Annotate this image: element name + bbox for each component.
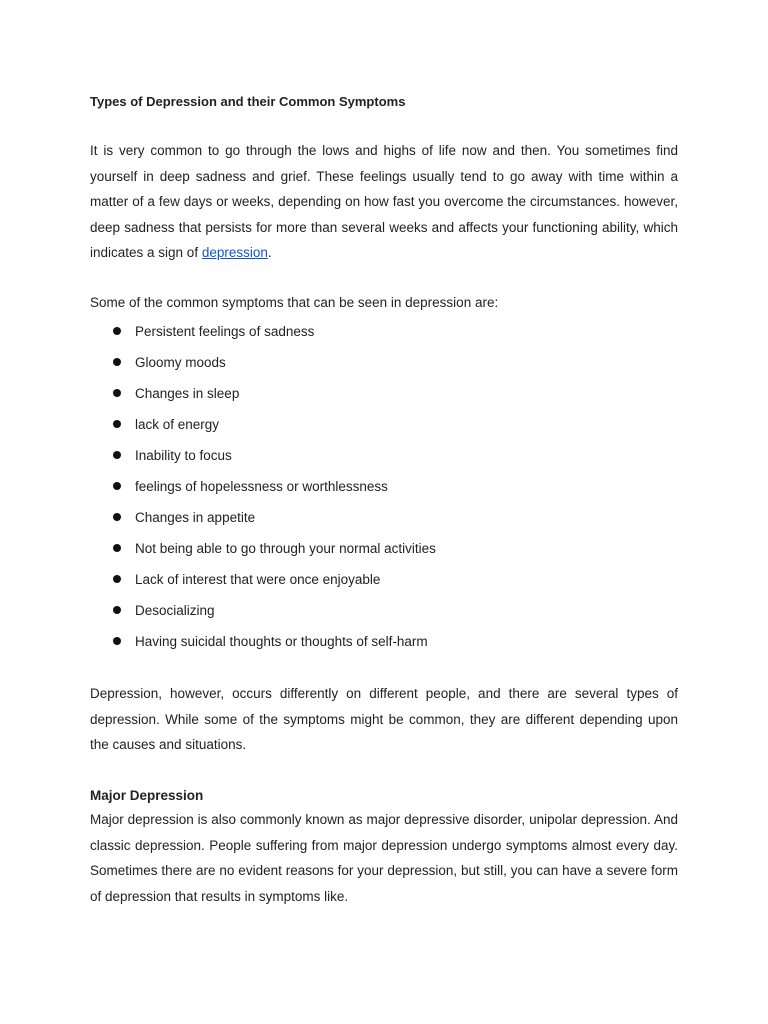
list-item (90, 443, 436, 474)
symptom-text: Desocializing (135, 603, 215, 618)
bullet-icon (113, 482, 121, 490)
bullet-icon (113, 389, 121, 397)
intro-text-end: . (267, 245, 272, 260)
symptom-text: Changes in sleep (135, 386, 240, 401)
symptom-text: Having suicidal thoughts or thoughts of self-harm (135, 634, 428, 649)
list-item (90, 412, 436, 443)
bullet-icon (113, 451, 121, 459)
document-title: Types of Depression and their Common Symptoms (90, 94, 406, 109)
symptom-text: Changes in appetite (135, 510, 256, 525)
symptom-text: Not being able to go through your normal activities (135, 541, 436, 556)
bullet-icon (113, 358, 121, 366)
list-item (90, 381, 436, 412)
symptom-text: Persistent feelings of sadness (135, 324, 315, 339)
list-item (90, 350, 436, 381)
symptom-list (90, 319, 436, 660)
symptom-text: Lack of interest that were once enjoyable (135, 572, 381, 587)
bullet-icon (113, 606, 121, 614)
intro-text: It is very common to go through the lows and highs of life now and then. You sometimes find yourself in deep sadness and grief. These feelings usually tend to go away with time within a matter of a few days or weeks, depending on how fast you overcome the circumstances. however, deep sadness that persists for more than several weeks and affects your functioning ability, which indicates a sign of (90, 143, 678, 260)
bullet-icon (113, 327, 121, 335)
list-item (90, 319, 436, 350)
bullet-icon (113, 637, 121, 645)
list-item (90, 567, 436, 598)
bullet-icon (113, 544, 121, 552)
symptoms-intro: Some of the common symptoms that can be seen in depression are: (90, 295, 499, 310)
bullet-icon (113, 420, 121, 428)
symptom-text: Gloomy moods (135, 355, 226, 370)
major-depression-heading: Major Depression (90, 788, 204, 803)
depression-link[interactable]: depression (201, 245, 268, 260)
symptom-text: Inability to focus (135, 448, 232, 463)
list-item (90, 629, 436, 660)
list-item (90, 598, 436, 629)
major-depression-paragraph: Major depression is also commonly known as major depressive disorder, unipolar depression. And classic depression. People suffering from major depression undergo symptoms almost every day. Sometimes there are no evident reasons for your depression, but still, you can have a severe form of depression that results in symptoms like. (90, 812, 678, 904)
bullet-icon (113, 575, 121, 583)
bullet-icon (113, 513, 121, 521)
symptom-text: lack of energy (135, 417, 220, 432)
list-item (90, 536, 436, 567)
types-paragraph: Depression, however, occurs differently on different people, and there are several types of depression. While some of the symptoms might be common, they are different depending upon the causes and situations. (90, 686, 678, 752)
intro-paragraph (90, 138, 678, 266)
symptom-text: feelings of hopelessness or worthlessness (135, 479, 388, 494)
list-item (90, 474, 436, 505)
list-item (90, 505, 436, 536)
